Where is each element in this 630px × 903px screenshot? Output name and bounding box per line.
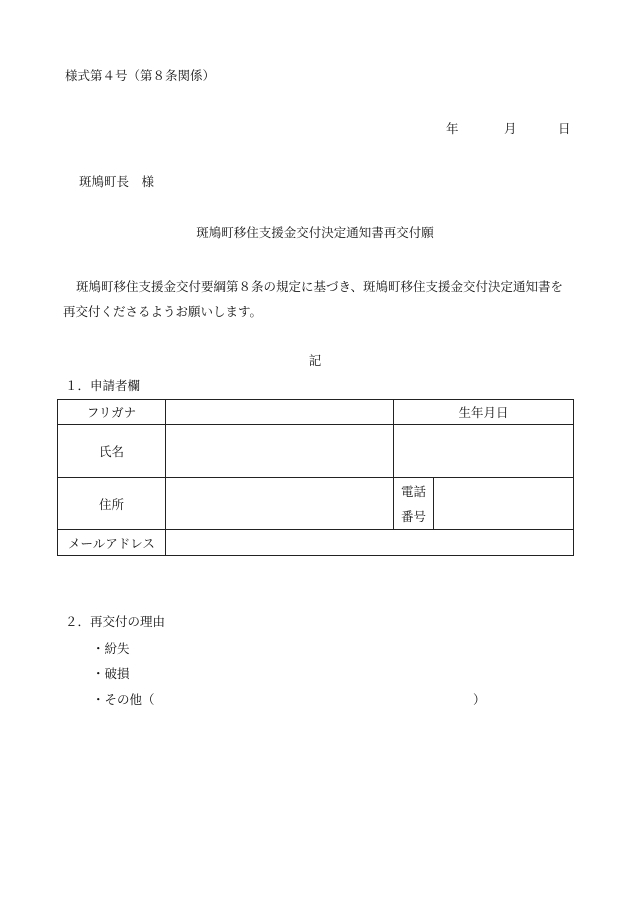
email-field[interactable] <box>166 530 574 556</box>
document-title: 斑鳩町移住支援金交付決定通知書再交付願 <box>196 225 434 240</box>
tel-label-line1: 電話 <box>400 483 426 499</box>
birthdate-field[interactable] <box>394 425 574 478</box>
reason-other[interactable]: ・その他（ <box>92 692 155 707</box>
name-field[interactable] <box>166 425 394 478</box>
day-label: 日 <box>558 121 571 136</box>
request-text: 斑鳩町移住支援金交付要綱第８条の規定に基づき、斑鳩町移住支援金交付決定通知書を再交付くださるようお願いします。 <box>63 279 564 319</box>
section1-heading: １．申請者欄 <box>65 378 141 393</box>
email-label: メールアドレス <box>58 530 166 556</box>
section2-heading: ２．再交付の理由 <box>65 614 166 629</box>
applicant-table <box>57 399 574 556</box>
ki-heading: 記 <box>308 353 322 368</box>
form-number: 様式第４号（第８条関係） <box>65 68 216 83</box>
month-label: 月 <box>504 121 517 136</box>
reason-damaged[interactable]: ・破損 <box>92 666 130 681</box>
tel-label <box>394 478 434 530</box>
address-field[interactable] <box>166 478 394 530</box>
reason-lost[interactable]: ・紛失 <box>92 641 130 656</box>
furigana-field[interactable] <box>166 400 394 425</box>
tel-field[interactable] <box>434 478 574 530</box>
tel-label-line2: 番号 <box>400 508 426 524</box>
birthdate-label: 生年月日 <box>394 400 574 425</box>
furigana-label: フリガナ <box>58 400 166 425</box>
name-label: 氏名 <box>58 425 166 478</box>
addressee: 斑鳩町長 様 <box>79 174 155 189</box>
year-label: 年 <box>446 121 459 136</box>
address-label: 住所 <box>58 478 166 530</box>
reason-other-close: ） <box>473 692 486 707</box>
